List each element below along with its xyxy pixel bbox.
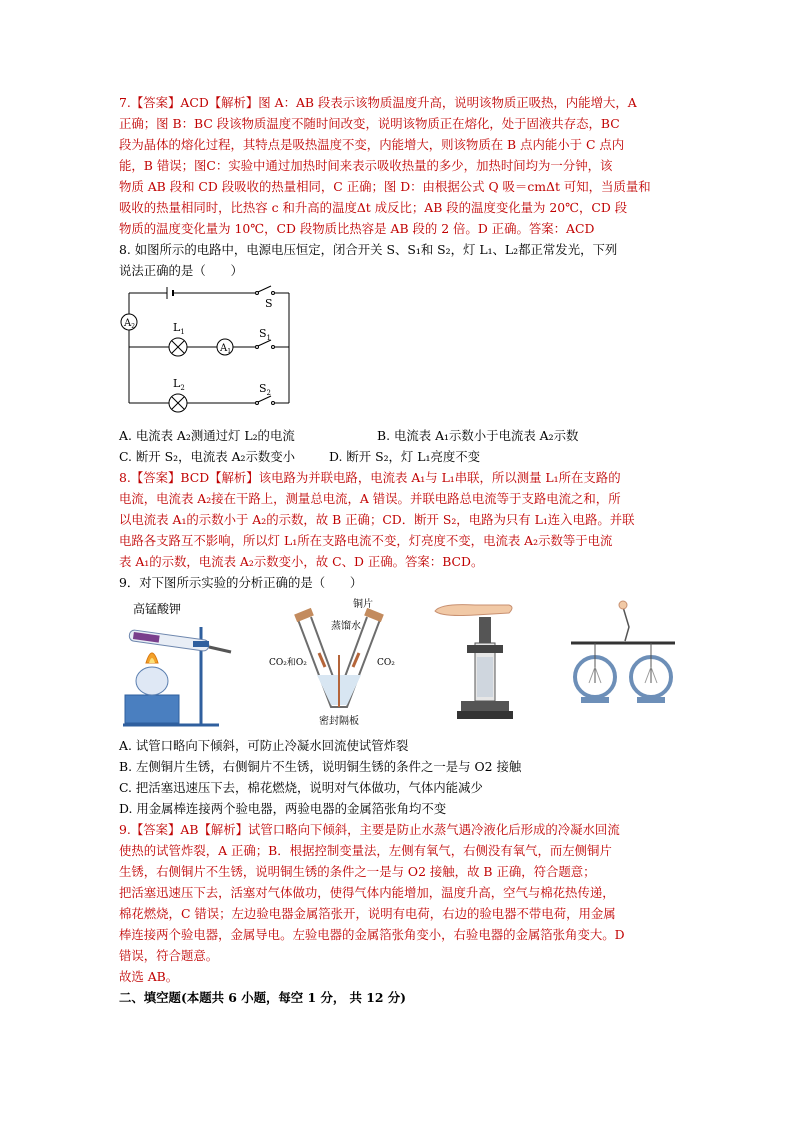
figure-electroscopes <box>567 597 679 729</box>
answer-line: 电路各支路互不影响，所以灯 L₁所在支路电流不变，灯亮度不变，电流表 A₂示数等于电流 <box>119 533 613 548</box>
fig2-label-left: CO₂和O₂ <box>269 658 307 668</box>
q7-answer <box>119 92 679 239</box>
ammeter-a1-label: $A_1$ <box>220 343 232 355</box>
answer-line: 把活塞迅速压下去，活塞对气体做功，使得气体内能增加，温度升高，空气与棉花热传递， <box>119 885 615 900</box>
fig2-label-right: CO₂ <box>377 658 395 668</box>
switch-s1-label: $S_1$ <box>259 327 272 342</box>
q8-options-row1 <box>119 425 679 446</box>
q9-answer <box>119 819 679 987</box>
answer-line: 吸收的热量相同时，比热容 c 和升高的温度Δt 成反比；AB 段的温度变化量为 20℃，CD 段 <box>119 200 628 215</box>
stem-line: 说法正确的是（ ） <box>119 263 243 278</box>
option-d: D. 用金属棒连接两个验电器，两验电器的金属箔张角均不变 <box>119 801 447 816</box>
answer-line: 段为晶体的熔化过程，其特点是吸热温度不变，内能增大，则该物质在 B 点内能小于 C 点内 <box>119 137 625 152</box>
answer-line: 错误，符合题意。 <box>119 948 219 963</box>
answer-line: 使热的试管炸裂，A 正确；B．根据控制变量法，左侧有氧气，右侧没有氧气，而左侧铜片 <box>119 843 612 858</box>
q8-options-row2 <box>119 446 679 467</box>
q9-figures <box>119 597 679 731</box>
q9-stem: 9．对下图所示实验的分析正确的是（ ） <box>119 575 363 590</box>
section-title: 二、填空题(本题共 6 小题，每空 1 分， 共 12 分) <box>119 990 407 1005</box>
ammeter-a2-label: $A_2$ <box>124 318 136 330</box>
fig2-label-water: 蒸馏水 <box>331 621 361 632</box>
option-b: B. 左侧铜片生锈，右侧铜片不生锈，说明铜生锈的条件之一是与 O2 接触 <box>119 759 522 774</box>
switch-s-label: S <box>265 297 273 310</box>
q8-answer <box>119 467 679 572</box>
answer-line: 9.【答案】AB【解析】试管口略向下倾斜，主要是防止水蒸气遇冷液化后形成的冷凝水回流 <box>119 822 620 837</box>
document-page <box>119 92 679 1008</box>
fig1-label: 高锰酸钾 <box>133 602 182 616</box>
answer-line: 棉花燃烧，C 错误；左边验电器金属箔张开，说明有电荷，右边的验电器不带电荷，用金属 <box>119 906 616 921</box>
answer-line: 8.【答案】BCD【解析】该电路为并联电路，电流表 A₁与 L₁串联，所以测量 L₁所在支路的 <box>119 470 621 485</box>
switch-s2-label: $S_2$ <box>259 382 272 397</box>
answer-line: 能，B 错误；图C：实验中通过加热时间来表示吸收热量的多少，加热时间均为一分钟，该 <box>119 158 613 173</box>
lamp-l2-label: $L_2$ <box>173 377 185 392</box>
q8-stem <box>119 239 679 281</box>
answer-line: 物质 AB 段和 CD 段吸收的热量相同，C 正确；图 D：由根据公式 Q 吸＝cmΔt 可知，当质量和 <box>119 179 651 194</box>
answer-line: 7.【答案】ACD【解析】图 A：AB 段表示该物质温度升高，说明该物质正吸热，内能增大，A <box>119 95 637 110</box>
answer-line: 表 A₁的示数，电流表 A₂示数变小，故 C、D 正确。答案：BCD。 <box>119 554 484 569</box>
figure-heating-test-tube <box>119 597 239 729</box>
answer-line: 电流，电流表 A₂接在干路上，测量总电流，A 错误。并联电路总电流等于支路电流之和，所 <box>119 491 621 506</box>
fig2-label-bottom: 密封隔板 <box>319 716 359 727</box>
option-a: A. 试管口略向下倾斜，可防止冷凝水回流使试管炸裂 <box>119 738 409 753</box>
figure-piston-compression <box>431 597 531 729</box>
circuit-diagram <box>119 285 291 413</box>
option-d: D. 断开 S₂，灯 L₁亮度不变 <box>329 449 481 464</box>
answer-line: 物质的温度变化量为 10℃，CD 段物质比热容是 AB 段的 2 倍。D 正确。答案：ACD <box>119 221 595 236</box>
option-c: C. 断开 S₂，电流表 A₂示数变小 <box>119 449 296 464</box>
answer-line: 棒连接两个验电器，金属导电。左验电器的金属箔张角变小，右验电器的金属箔张角变大。D <box>119 927 625 942</box>
fig2-label-copper: 铜片 <box>353 599 373 610</box>
option-a: A. 电流表 A₂测通过灯 L₂的电流 <box>119 428 295 443</box>
stem-line: 8. 如图所示的电路中，电源电压恒定，闭合开关 S、S₁和 S₂，灯 L₁、L₂都正常发光，下列 <box>119 242 618 257</box>
figure-copper-rust-tube <box>269 597 409 729</box>
option-b: B. 电流表 A₁示数小于电流表 A₂示数 <box>377 428 579 443</box>
answer-line: 以电流表 A₁的示数小于 A₂的示数，故 B 正确；CD．断开 S₂，电路为只有 L₁连入电路。并联 <box>119 512 635 527</box>
lamp-l1-label: $L_1$ <box>173 321 185 336</box>
option-c: C. 把活塞迅速压下去，棉花燃烧，说明对气体做功，气体内能减少 <box>119 780 483 795</box>
answer-line: 生锈，右侧铜片不生锈，说明铜生锈的条件之一是与 O2 接触，故 B 正确，符合题意； <box>119 864 596 879</box>
answer-line: 正确；图 B：BC 段该物质温度不随时间改变，说明该物质正在熔化，处于固液共存态，BC <box>119 116 620 131</box>
q9-options <box>119 735 679 819</box>
answer-line: 故选 AB。 <box>119 969 179 984</box>
